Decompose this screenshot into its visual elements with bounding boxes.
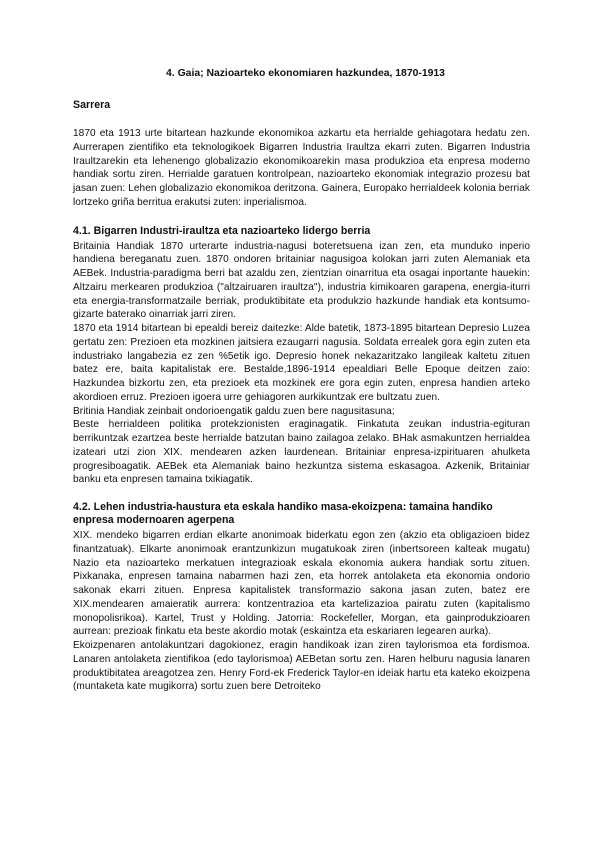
section-heading-4-1: 4.1. Bigarren Industri-iraultza eta nazioarteko lidergo berria [73, 224, 371, 237]
paragraph-taylorism: Ekoizpenaren antolakuntzari dagokionez, eragin handikoak izan ziren taylorismoa eta fordismoa. Lanaren antolaketa zientifikoa (edo taylorismoa) AEBetan sortu zen. Haren helburu nagusia lanaren produktibitatea areagotzea zen. Henry Ford-ek Frederick Taylor-en ideiak hartu eta kateko ekoizpena (muntaketa kate mugikorra) sortu zuen bere Detroiteko [73, 640, 530, 693]
paragraph-britain-lost: Britinia Handiak zeinbait ondorioengatik galdu zuen bere nagusitasuna; [73, 405, 395, 417]
paragraph-two-periods: 1870 eta 1914 bitartean bi epealdi bereiz daitezke: Alde batetik, 1873-1895 bitartean Depresio Luzea gertatu zen: Prezioen eta mozkinen jaitsiera ezaugarri nagusia. Soldata errealek gora egin zuten eta industriako langabezia ez zen %5etik igo. Depresio honek nekazaritzako langileak kaltetu zituen batez ere, baita kapitalistak ere. Bestalde,1896-1914 epealdiari Belle Epoque deitzen zaio: Hazkundea bizkortu zen, eta prezioek eta mozkinek ere gora egin zuten, enpresa handien arteko akordioen erruz. Prezioen igoera urre gehiagoren aurkikuntzak ere bultzatu zuen. [73, 323, 530, 403]
intro-paragraph: 1870 eta 1913 urte bitartean hazkunde ekonomikoa azkartu eta herrialde gehiagotara hedatu zen. Aurrerapen zientifiko eta teknologikoek Bigarren Industria Iraultza ekarri zuten. Bigarren Industria Iraultzarekin eta lehenengo globalizazio ekonomikoarekin masa produkzioa eta enpresa moderno handiak sortu ziren. Herrialde garatuen kontrolpean, nazioarteko ekonomiak integrazio prozesu bat jasan zuen: Lehen globalizazio ekonomikoa deritzona. Gainera, Europako herrialdeek kolonia berriak lortzeko griña berritua erakutsi zuten: inperialismoa. [73, 128, 530, 208]
paragraph-reasons: Beste herrialdeen politika protekzionisten eraginagatik. Finkatuta zeukan industria-egituran berrikuntzak ezartzea beste herrialde batzutan baino zailagoa zelako. BHak asmakuntzen herrialdea izateari utzi zion XIX. mendearen azken laurdenean. Britainiar enpresa-izpirituaren ahulketa progresiboagatik. AEBek eta Alemaniak baino hezkuntza sistema eskasagoa. Azkenik, Britainiar banku eta enpresen tamaina txikiagatik. [73, 419, 530, 486]
paragraph-britain-industry: Britainia Handiak 1870 urterarte industria-nagusi boteretsuena izan zen, eta munduko inperio handiena bereganatu zuen. 1870 ondoren britainiar nagusigoa kolokan jarri zuten Alemaniak eta AEBek. Industria-paradigma berri bat azaldu zen, zientzian oinarritua eta osagai inportante hauekin: Altzairu merkearen produkzioa ("altzairuaren iraultza"), industria kimikoaren garapena, energia-iturri eta energia-transformatzaile berriak, produktibitate eta produkzio hazkunde handiak eta kontsumo-gizarte baterako oinarriak jarri ziren. [73, 240, 530, 321]
paragraph-joint-stock: XIX. mendeko bigarren erdian elkarte anonimoak biderkatu egon zen (akzio eta obligazioen bidez finantzatuak). Elkarte anonimoak erantzunkizun mugatukoak ziren (inbertsoreen kalteak mugatu) Nazio eta nazioarteko merkatuen integrazioak eskala ekonomia aukera handiak sortu zituen. Pixkanaka, enpresen tamaina nabarmen hazi zen, eta horrek antolaketa eta ekonomia ondorio sakonak ekarri zituen. Enpresa kapitalistek transformazio sakona jasan zuten, batez ere XIX.mendearen amaieratik aurrera: kontzentrazioa eta kartelizazioa pairatu zuten (kapitalismo monopolisrikoa). Kartel, Trust y Holding. Jatorria: Rockefeller, Morgan, eta gainprodukzioaren aurrean: prezioak finkatu eta beste akordio motak (eskaintza eta eskariaren legearen aurka). [73, 530, 530, 638]
section-heading-4-2-line2: enpresa modernoaren agerpena [73, 514, 235, 526]
document-title: 4. Gaia; Nazioarteko ekonomiaren hazkundea, 1870-1913 [166, 68, 445, 79]
section-heading-4-2-line1: 4.2. Lehen industria-haustura eta eskala handiko masa-ekoizpena: tamaina handiko [73, 501, 493, 513]
section-heading-sarrera: Sarrera [73, 99, 111, 111]
section-heading-4-2 [73, 501, 530, 527]
